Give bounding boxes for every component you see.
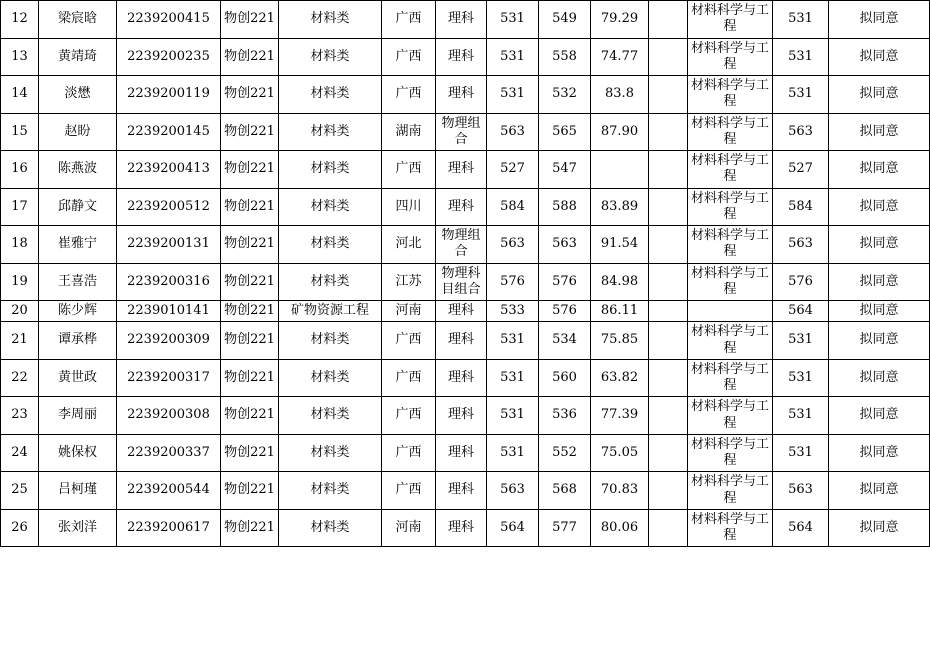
cell-province: 广西 [382,76,436,114]
cell-plan: 物创221 [221,113,279,151]
cell-major: 矿物资源工程 [279,301,382,322]
cell-index: 23 [1,397,39,435]
cell-name: 李周丽 [39,397,117,435]
cell-score1: 533 [487,301,539,322]
cell-province: 河南 [382,509,436,547]
cell-exam-id: 2239200119 [117,76,221,114]
cell-major: 材料类 [279,226,382,264]
cell-plan: 物创221 [221,151,279,189]
cell-blank [649,397,688,435]
cell-score3: 74.77 [591,38,649,76]
cell-major: 材料类 [279,434,382,472]
cell-score3 [591,151,649,189]
cell-index: 12 [1,1,39,39]
cell-index: 25 [1,472,39,510]
cell-result: 拟同意 [829,226,930,264]
table-row [1,509,930,547]
cell-score2: 532 [539,76,591,114]
cell-result: 拟同意 [829,434,930,472]
cell-score3: 75.05 [591,434,649,472]
cell-exam-id: 2239200145 [117,113,221,151]
table-row [1,76,930,114]
cell-name: 张刘洋 [39,509,117,547]
cell-name: 姚保权 [39,434,117,472]
cell-name: 崔雅宁 [39,226,117,264]
cell-score1: 531 [487,434,539,472]
cell-score3: 83.89 [591,188,649,226]
cell-name: 吕柯瑾 [39,472,117,510]
cell-major: 材料类 [279,359,382,397]
cell-province: 广西 [382,359,436,397]
cell-score1: 531 [487,1,539,39]
cell-index: 22 [1,359,39,397]
cell-plan: 物创221 [221,322,279,360]
cell-total: 576 [773,263,829,301]
cell-score2: 588 [539,188,591,226]
cell-exam-id: 2239200512 [117,188,221,226]
cell-subject: 物理科目组合 [436,263,487,301]
cell-plan: 物创221 [221,472,279,510]
cell-blank [649,263,688,301]
cell-blank [649,38,688,76]
cell-department: 材料科学与工程 [688,359,773,397]
cell-department: 材料科学与工程 [688,1,773,39]
cell-province: 湖南 [382,113,436,151]
cell-result: 拟同意 [829,1,930,39]
table-row [1,322,930,360]
cell-major: 材料类 [279,76,382,114]
cell-index: 20 [1,301,39,322]
cell-score3: 70.83 [591,472,649,510]
cell-name: 王喜浩 [39,263,117,301]
cell-exam-id: 2239200617 [117,509,221,547]
cell-score1: 563 [487,226,539,264]
cell-score1: 531 [487,397,539,435]
cell-blank [649,509,688,547]
cell-province: 江苏 [382,263,436,301]
cell-index: 19 [1,263,39,301]
cell-index: 15 [1,113,39,151]
cell-total: 563 [773,472,829,510]
cell-result: 拟同意 [829,76,930,114]
cell-plan: 物创221 [221,359,279,397]
cell-name: 陈燕波 [39,151,117,189]
cell-score2: 549 [539,1,591,39]
cell-total: 531 [773,434,829,472]
cell-department: 材料科学与工程 [688,322,773,360]
cell-subject: 物理组合 [436,226,487,264]
cell-plan: 物创221 [221,509,279,547]
cell-score1: 584 [487,188,539,226]
cell-score2: 577 [539,509,591,547]
cell-exam-id: 2239010141 [117,301,221,322]
cell-score2: 560 [539,359,591,397]
cell-department: 材料科学与工程 [688,38,773,76]
cell-plan: 物创221 [221,263,279,301]
table-row [1,38,930,76]
cell-index: 13 [1,38,39,76]
cell-blank [649,322,688,360]
cell-score1: 531 [487,359,539,397]
cell-province: 四川 [382,188,436,226]
cell-score1: 531 [487,322,539,360]
cell-subject: 理科 [436,38,487,76]
cell-total: 563 [773,113,829,151]
cell-score3: 87.90 [591,113,649,151]
cell-score1: 531 [487,38,539,76]
table-row [1,1,930,39]
cell-index: 17 [1,188,39,226]
cell-total: 531 [773,359,829,397]
cell-total: 531 [773,1,829,39]
cell-name: 黄靖琦 [39,38,117,76]
cell-department: 材料科学与工程 [688,397,773,435]
cell-province: 广西 [382,1,436,39]
cell-province: 广西 [382,322,436,360]
cell-score1: 527 [487,151,539,189]
cell-subject: 理科 [436,397,487,435]
cell-score2: 565 [539,113,591,151]
cell-result: 拟同意 [829,188,930,226]
cell-major: 材料类 [279,263,382,301]
table-row [1,359,930,397]
cell-name: 梁宸晗 [39,1,117,39]
cell-subject: 理科 [436,151,487,189]
cell-blank [649,188,688,226]
cell-department [688,301,773,322]
cell-plan: 物创221 [221,38,279,76]
cell-exam-id: 2239200131 [117,226,221,264]
cell-total: 531 [773,322,829,360]
cell-total: 564 [773,509,829,547]
cell-score1: 576 [487,263,539,301]
cell-score2: 534 [539,322,591,360]
cell-score1: 563 [487,472,539,510]
cell-plan: 物创221 [221,76,279,114]
cell-blank [649,434,688,472]
cell-result: 拟同意 [829,509,930,547]
cell-score1: 563 [487,113,539,151]
cell-exam-id: 2239200415 [117,1,221,39]
cell-subject: 理科 [436,472,487,510]
cell-blank [649,113,688,151]
cell-blank [649,1,688,39]
cell-index: 18 [1,226,39,264]
cell-total: 531 [773,38,829,76]
cell-score3: 83.8 [591,76,649,114]
cell-blank [649,151,688,189]
cell-result: 拟同意 [829,322,930,360]
table-row [1,263,930,301]
cell-major: 材料类 [279,151,382,189]
cell-major: 材料类 [279,113,382,151]
cell-result: 拟同意 [829,263,930,301]
cell-score2: 536 [539,397,591,435]
table-body [1,1,930,547]
cell-province: 河北 [382,226,436,264]
cell-subject: 理科 [436,359,487,397]
cell-name: 邱静文 [39,188,117,226]
cell-total: 564 [773,301,829,322]
cell-total: 584 [773,188,829,226]
cell-province: 广西 [382,397,436,435]
cell-major: 材料类 [279,509,382,547]
cell-score2: 568 [539,472,591,510]
cell-score3: 63.82 [591,359,649,397]
cell-name: 陈少辉 [39,301,117,322]
cell-province: 广西 [382,472,436,510]
cell-plan: 物创221 [221,188,279,226]
cell-department: 材料科学与工程 [688,509,773,547]
table-row [1,188,930,226]
cell-department: 材料科学与工程 [688,226,773,264]
cell-province: 广西 [382,38,436,76]
cell-score2: 552 [539,434,591,472]
table-row [1,434,930,472]
cell-exam-id: 2239200317 [117,359,221,397]
cell-exam-id: 2239200309 [117,322,221,360]
cell-subject: 理科 [436,301,487,322]
cell-exam-id: 2239200316 [117,263,221,301]
cell-blank [649,76,688,114]
cell-name: 赵盼 [39,113,117,151]
cell-subject: 理科 [436,188,487,226]
cell-score3: 80.06 [591,509,649,547]
cell-score2: 547 [539,151,591,189]
cell-result: 拟同意 [829,359,930,397]
cell-name: 淡懋 [39,76,117,114]
cell-exam-id: 2239200308 [117,397,221,435]
table-row [1,226,930,264]
cell-total: 563 [773,226,829,264]
cell-score3: 86.11 [591,301,649,322]
cell-index: 21 [1,322,39,360]
cell-department: 材料科学与工程 [688,76,773,114]
cell-blank [649,472,688,510]
cell-score2: 558 [539,38,591,76]
cell-subject: 理科 [436,1,487,39]
cell-score1: 564 [487,509,539,547]
cell-exam-id: 2239200337 [117,434,221,472]
cell-score2: 576 [539,301,591,322]
cell-province: 广西 [382,434,436,472]
cell-result: 拟同意 [829,113,930,151]
cell-score2: 576 [539,263,591,301]
cell-index: 26 [1,509,39,547]
cell-result: 拟同意 [829,301,930,322]
table-row [1,397,930,435]
table-row [1,151,930,189]
cell-name: 谭承桦 [39,322,117,360]
cell-result: 拟同意 [829,472,930,510]
table-row [1,472,930,510]
cell-name: 黄世政 [39,359,117,397]
cell-score1: 531 [487,76,539,114]
cell-province: 河南 [382,301,436,322]
cell-exam-id: 2239200544 [117,472,221,510]
cell-department: 材料科学与工程 [688,113,773,151]
cell-subject: 物理组合 [436,113,487,151]
table-row [1,113,930,151]
cell-major: 材料类 [279,472,382,510]
cell-blank [649,359,688,397]
cell-result: 拟同意 [829,38,930,76]
cell-index: 14 [1,76,39,114]
cell-department: 材料科学与工程 [688,263,773,301]
cell-subject: 理科 [436,322,487,360]
cell-plan: 物创221 [221,301,279,322]
cell-score3: 77.39 [591,397,649,435]
cell-exam-id: 2239200413 [117,151,221,189]
cell-major: 材料类 [279,397,382,435]
cell-major: 材料类 [279,38,382,76]
cell-plan: 物创221 [221,226,279,264]
cell-plan: 物创221 [221,397,279,435]
cell-major: 材料类 [279,188,382,226]
cell-department: 材料科学与工程 [688,151,773,189]
cell-subject: 理科 [436,434,487,472]
cell-department: 材料科学与工程 [688,188,773,226]
cell-result: 拟同意 [829,151,930,189]
cell-index: 24 [1,434,39,472]
cell-index: 16 [1,151,39,189]
cell-blank [649,226,688,264]
cell-subject: 理科 [436,76,487,114]
cell-major: 材料类 [279,1,382,39]
table-row [1,301,930,322]
cell-blank [649,301,688,322]
cell-major: 材料类 [279,322,382,360]
cell-score3: 75.85 [591,322,649,360]
cell-score3: 91.54 [591,226,649,264]
cell-province: 广西 [382,151,436,189]
cell-score2: 563 [539,226,591,264]
cell-score3: 79.29 [591,1,649,39]
cell-result: 拟同意 [829,397,930,435]
cell-plan: 物创221 [221,434,279,472]
cell-subject: 理科 [436,509,487,547]
cell-total: 531 [773,397,829,435]
cell-total: 527 [773,151,829,189]
cell-department: 材料科学与工程 [688,472,773,510]
cell-score3: 84.98 [591,263,649,301]
cell-total: 531 [773,76,829,114]
cell-plan: 物创221 [221,1,279,39]
cell-department: 材料科学与工程 [688,434,773,472]
cell-exam-id: 2239200235 [117,38,221,76]
